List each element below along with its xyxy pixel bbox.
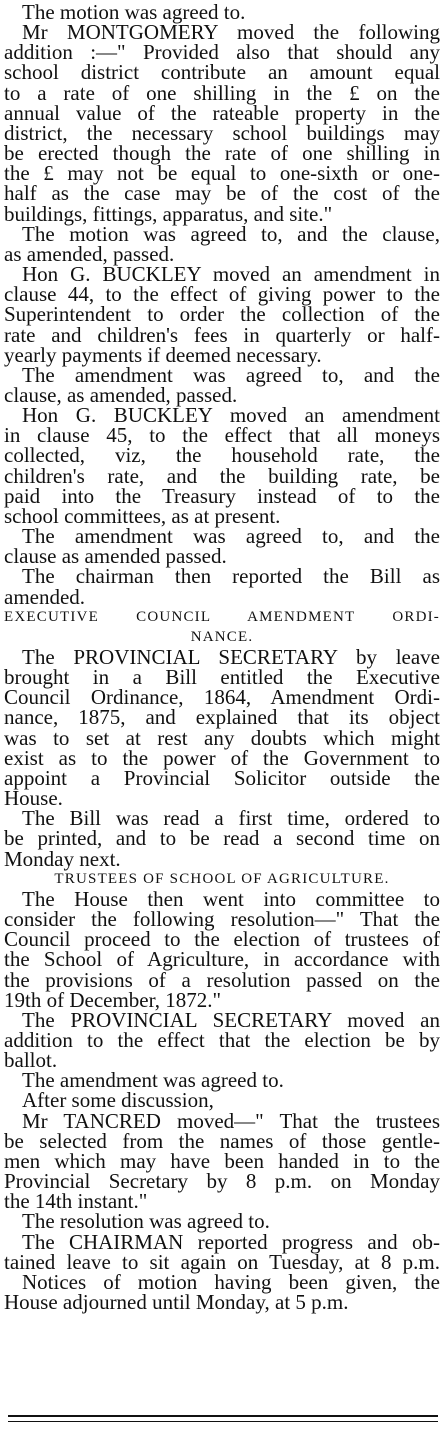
text-line: the provisions of a resolution passed on the [4,967,440,992]
text-line: brought in a Bill entitled the Executive [4,665,440,690]
text-line: Monday next. [4,846,121,871]
text-line: Hon G. BUCKLEY moved an amendment [22,403,440,428]
text-line: the School of Agriculture, in accordance with [4,947,440,972]
text-line: Superintendent to order the collection of the [4,302,440,327]
text-line: district, the necessary school buildings may [4,120,440,145]
section-heading: NANCE. [190,628,254,645]
text-line: clause as amended passed. [4,544,227,569]
text-line: clause, as amended, passed. [4,382,238,407]
text-line: amended. [4,584,86,609]
text-line: Hon G. BUCKLEY moved an amendment in [22,262,440,287]
text-line: After some discussion, [22,1088,214,1113]
text-line: clause 44, to the effect of giving power to the [4,282,440,307]
text-line: school committees, as at present. [4,503,281,528]
text-line: The motion was agreed to, and the clause, [22,221,440,246]
section-heading: EXECUTIVE COUNCIL AMENDMENT ORDI- [4,608,440,625]
text-line: be erected though the rate of one shilling in [4,141,440,166]
text-line: The amendment was agreed to, and the [22,362,440,387]
text-line: addition to the effect that the election be by [4,1027,440,1052]
text-line: school district contribute an amount equal [4,60,440,85]
column-end-rule [8,1415,438,1417]
text-line: The House then went into committee to [22,886,440,911]
text-line: Council proceed to the election of trustees of [4,927,440,952]
text-line: exist as to the power of the Government to [4,745,440,770]
text-line: buildings, fittings, apparatus, and site." [4,201,333,226]
text-line: yearly payments if deemed necessary. [4,342,322,367]
text-line: be printed, and to be read a second time on [4,826,440,851]
text-line: addition :—" Provided also that should any [4,40,440,65]
text-line: ballot. [4,1048,58,1073]
text-line: appoint a Provincial Solicitor outside the [4,765,440,790]
text-line: consider the following resolution—" That the [4,907,440,932]
text-line: half as the case may be of the cost of the [4,181,440,206]
text-line: The CHAIRMAN reported progress and ob- [22,1229,440,1254]
text-line: Provincial Secretary by 8 p.m. on Monday [4,1169,440,1194]
text-line: Mr MONTGOMERY moved the following [22,20,440,45]
text-line: collected, viz, the household rate, the [4,443,440,468]
text-line: House adjourned until Monday, at 5 p.m. [4,1290,349,1314]
text-line: nance, 1875, and explained that its object [4,705,440,730]
text-line: The amendment was agreed to. [22,1068,284,1093]
text-line: children's rate, and the building rate, be [4,463,440,488]
text-line: men which may have been handed in to the [4,1148,440,1173]
column-end-rule-thin [8,1421,438,1422]
text-line: The Bill was read a first time, ordered to [22,806,440,831]
text-line: the £ may not be equal to one-sixth or one- [4,161,440,186]
text-line: to a rate of one shilling in the £ on the [4,80,440,105]
text-line: tained leave to sit again on Tuesday, at 8 p.m. [4,1249,440,1274]
text-line: The PROVINCIAL SECRETARY moved an [22,1007,440,1032]
section-heading: TRUSTEES OF SCHOOL OF AGRICULTURE. [54,870,390,887]
text-line: the 14th instant." [4,1189,148,1214]
text-line: House. [4,786,63,811]
text-line: as amended, passed. [4,241,175,266]
text-line: The amendment was agreed to, and the [22,524,440,549]
text-line: 19th of December, 1872." [4,987,222,1012]
text-line: Notices of motion having been given, the [22,1269,440,1294]
text-line: Mr TANCRED moved—" That the trustees [22,1108,440,1133]
text-line: The resolution was agreed to. [22,1209,270,1234]
text-line: paid into the Treasury instead of to the [4,483,440,508]
text-line: annual value of the rateable property in the [4,100,440,125]
text-line: The motion was agreed to. [22,0,246,24]
text-line: The chairman then reported the Bill as [22,564,440,589]
text-line: Council Ordinance, 1864, Amendment Ordi- [4,685,440,710]
text-line: rate and children's fees in quarterly or half- [4,322,440,347]
text-line: in clause 45, to the effect that all moneys [4,423,440,448]
text-line: be selected from the names of those gentle- [4,1128,440,1153]
text-line: was to set at rest any doubts which might [4,725,440,750]
text-line: The PROVINCIAL SECRETARY by leave [22,645,440,669]
